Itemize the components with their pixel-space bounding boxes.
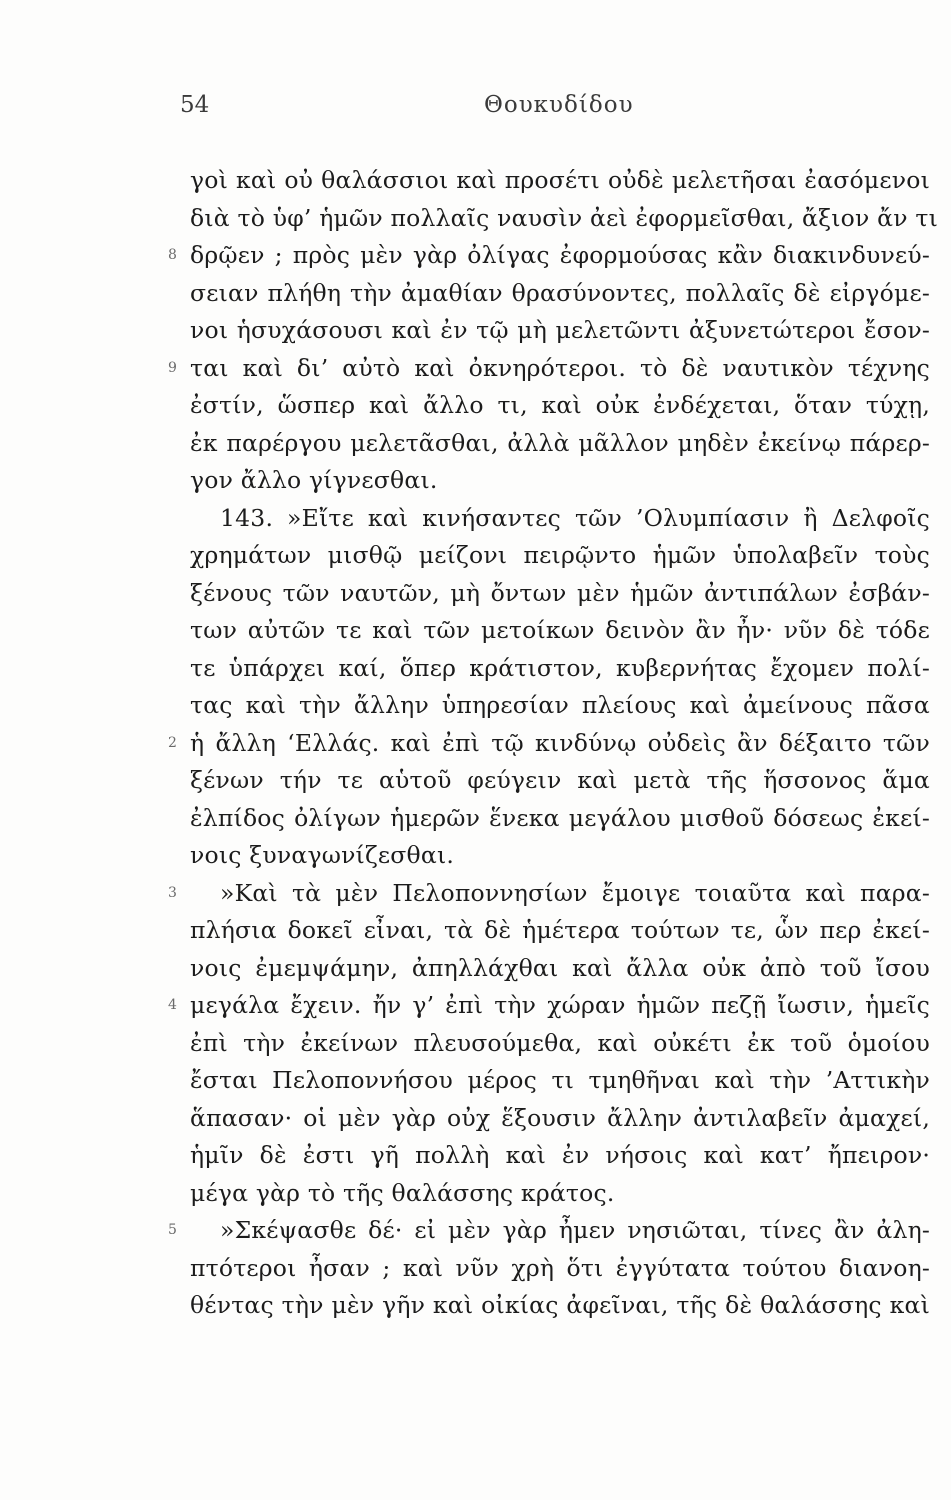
text-line	[190, 1137, 930, 1175]
line-text: μέγα γὰρ τὸ τῆς θαλάσσης κράτος.	[190, 1178, 615, 1207]
line-text: νοις ξυναγωνίζεσθαι.	[190, 841, 455, 869]
line-text: ξένων τήν τε αὑτοῦ φεύγειν καὶ μετὰ τῆς ἥσσονος ἅμα	[190, 766, 930, 794]
text-line	[190, 612, 930, 650]
line-text: ἡ ἄλλη ‘Ελλάς. καὶ ἐπὶ τῷ κινδύνῳ οὐδεὶς ἂν δέξαιτο τῶν	[190, 728, 930, 757]
text-line	[190, 800, 930, 838]
line-text: γον ἄλλο γίγνεσθαι.	[190, 466, 438, 494]
line-text: ξένους τῶν ναυτῶν, μὴ ὄντων μὲν ἡμῶν ἀντιπάλων ἐσβάν-	[190, 578, 930, 607]
line-text: των αὐτῶν τε καὶ τῶν μετοίκων δεινὸν ἂν ἦν· νῦν δὲ τόδε	[190, 616, 930, 644]
line-text: ἐλπίδος ὀλίγων ἡμερῶν ἕνεκα μεγάλου μισθοῦ δόσεως ἐκεί-	[190, 803, 930, 832]
text-line	[168, 350, 930, 388]
line-text: 143. »Εἴτε καὶ κινήσαντες τῶν ’Ολυμπίασιν ἢ Δελφοῖς	[220, 503, 930, 532]
running-title: Θουκυδίδου	[484, 92, 634, 118]
text-line	[190, 950, 930, 988]
text-line	[190, 500, 930, 538]
line-text: »Καὶ τὰ μὲν Πελοποννησίων ἔμοιγε τοιαῦτα καὶ παρα-	[220, 878, 930, 907]
line-text: νοι ἡσυχάσουσι καὶ ἐν τῷ μὴ μελετῶντι ἀξυνετώτεροι ἔσον-	[190, 316, 930, 344]
line-text: ἅπασαν· οἱ μὲν γὰρ οὐχ ἕξουσιν ἄλλην ἀντιλαβεῖν ἀμαχεί,	[190, 1103, 930, 1132]
text-line	[168, 875, 930, 913]
text-line	[190, 387, 930, 425]
margin-line-number: 5	[168, 1222, 178, 1238]
margin-line-number: 3	[168, 884, 178, 901]
line-text: τε ὑπάρχει καί, ὅπερ κράτιστον, κυβερνήτας ἔχομεν πολί-	[190, 653, 930, 682]
text-line	[190, 837, 930, 875]
text-line	[190, 275, 930, 313]
line-text: σειαν πλήθη τὴν ἀμαθίαν θρασύνοντες, πολλαῖς δὲ εἰργόμε-	[190, 278, 930, 307]
line-text: μεγάλα ἔχειν. ἤν γ’ ἐπὶ τὴν χώραν ἡμῶν πεζῇ ἴωσιν, ἡμεῖς	[190, 991, 930, 1019]
text-line	[190, 312, 930, 350]
text-line	[190, 1175, 930, 1213]
text-line	[190, 650, 930, 688]
text-line	[190, 762, 930, 800]
line-text: ται καὶ δι’ αὐτὸ καὶ ὀκνηρότεροι. τὸ δὲ ναυτικὸν τέχνης	[190, 353, 930, 382]
line-text: θέντας τὴν μὲν γῆν καὶ οἰκίας ἀφεῖναι, τῆς δὲ θαλάσσης καὶ	[190, 1291, 930, 1319]
text-line	[190, 462, 930, 500]
line-text: χρημάτων μισθῷ μείζονι πειρῷντο ἡμῶν ὑπολαβεῖν τοὺς	[190, 541, 930, 569]
text-line	[190, 912, 930, 950]
text-line	[190, 575, 930, 613]
line-text: γοὶ καὶ οὐ θαλάσσιοι καὶ προσέτι οὐδὲ μελετῆσαι ἐασόμενοι	[190, 166, 930, 194]
text-line	[190, 1062, 930, 1100]
text-line	[190, 200, 939, 238]
text-line	[190, 1250, 930, 1288]
line-text: ἐστίν, ὥσπερ καὶ ἄλλο τι, καὶ οὐκ ἐνδέχεται, ὅταν τύχῃ,	[190, 391, 930, 419]
page-header	[0, 92, 951, 122]
line-text: δρῷεν ; πρὸς μὲν γὰρ ὀλίγας ἐφορμούσας κἂν διακινδυνεύ-	[190, 241, 930, 269]
text-line	[190, 1025, 930, 1063]
line-text: τας καὶ τὴν ἄλλην ὑπηρεσίαν πλείους καὶ ἀμείνους πᾶσα	[190, 691, 930, 719]
margin-line-number: 9	[168, 359, 178, 376]
line-text: πτότεροι ἦσαν ; καὶ νῦν χρὴ ὅτι ἐγγύτατα τούτου διανοη-	[190, 1253, 930, 1282]
text-line	[190, 162, 930, 200]
line-text: »Σκέψασθε δέ· εἰ μὲν γὰρ ἦμεν νησιῶται, τίνες ἂν ἀλη-	[220, 1216, 930, 1244]
text-line	[168, 1212, 930, 1250]
margin-line-number: 4	[168, 997, 178, 1013]
text-line	[190, 425, 930, 463]
margin-line-number: 8	[168, 247, 178, 263]
line-text: ἡμῖν δὲ ἐστι γῆ πολλὴ καὶ ἐν νήσοις καὶ κατ’ ἤπειρον·	[190, 1141, 930, 1169]
text-line	[190, 687, 930, 725]
text-line	[190, 1100, 930, 1138]
text-line	[168, 725, 930, 763]
line-text: διὰ τὸ ὑφ’ ἡμῶν πολλαῖς ναυσὶν ἀεὶ ἐφορμεῖσθαι, ἄξιον ἄν τι	[190, 203, 939, 232]
text-line	[190, 1287, 930, 1325]
line-text: πλήσια δοκεῖ εἶναι, τὰ δὲ ἡμέτερα τούτων τε, ὧν περ ἐκεί-	[190, 916, 930, 944]
page-number: 54	[180, 92, 210, 118]
body-text	[168, 162, 939, 1325]
margin-line-number: 2	[168, 734, 178, 751]
text-line	[168, 987, 930, 1025]
line-text: ἐπὶ τὴν ἐκείνων πλευσούμεθα, καὶ οὐκέτι ἐκ τοῦ ὁμοίου	[190, 1028, 930, 1057]
line-text: ἐκ παρέργου μελετᾶσθαι, ἀλλὰ μᾶλλον μηδὲν ἐκείνῳ πάρερ-	[190, 428, 930, 457]
line-text: νοις ἐμεμψάμην, ἀπηλλάχθαι καὶ ἄλλα οὐκ ἀπὸ τοῦ ἴσου	[190, 953, 930, 982]
line-text: ἔσται Πελοποννήσου μέρος τι τμηθῆναι καὶ τὴν ’Αττικὴν	[190, 1066, 930, 1094]
text-line	[190, 537, 930, 575]
text-line	[168, 237, 930, 275]
